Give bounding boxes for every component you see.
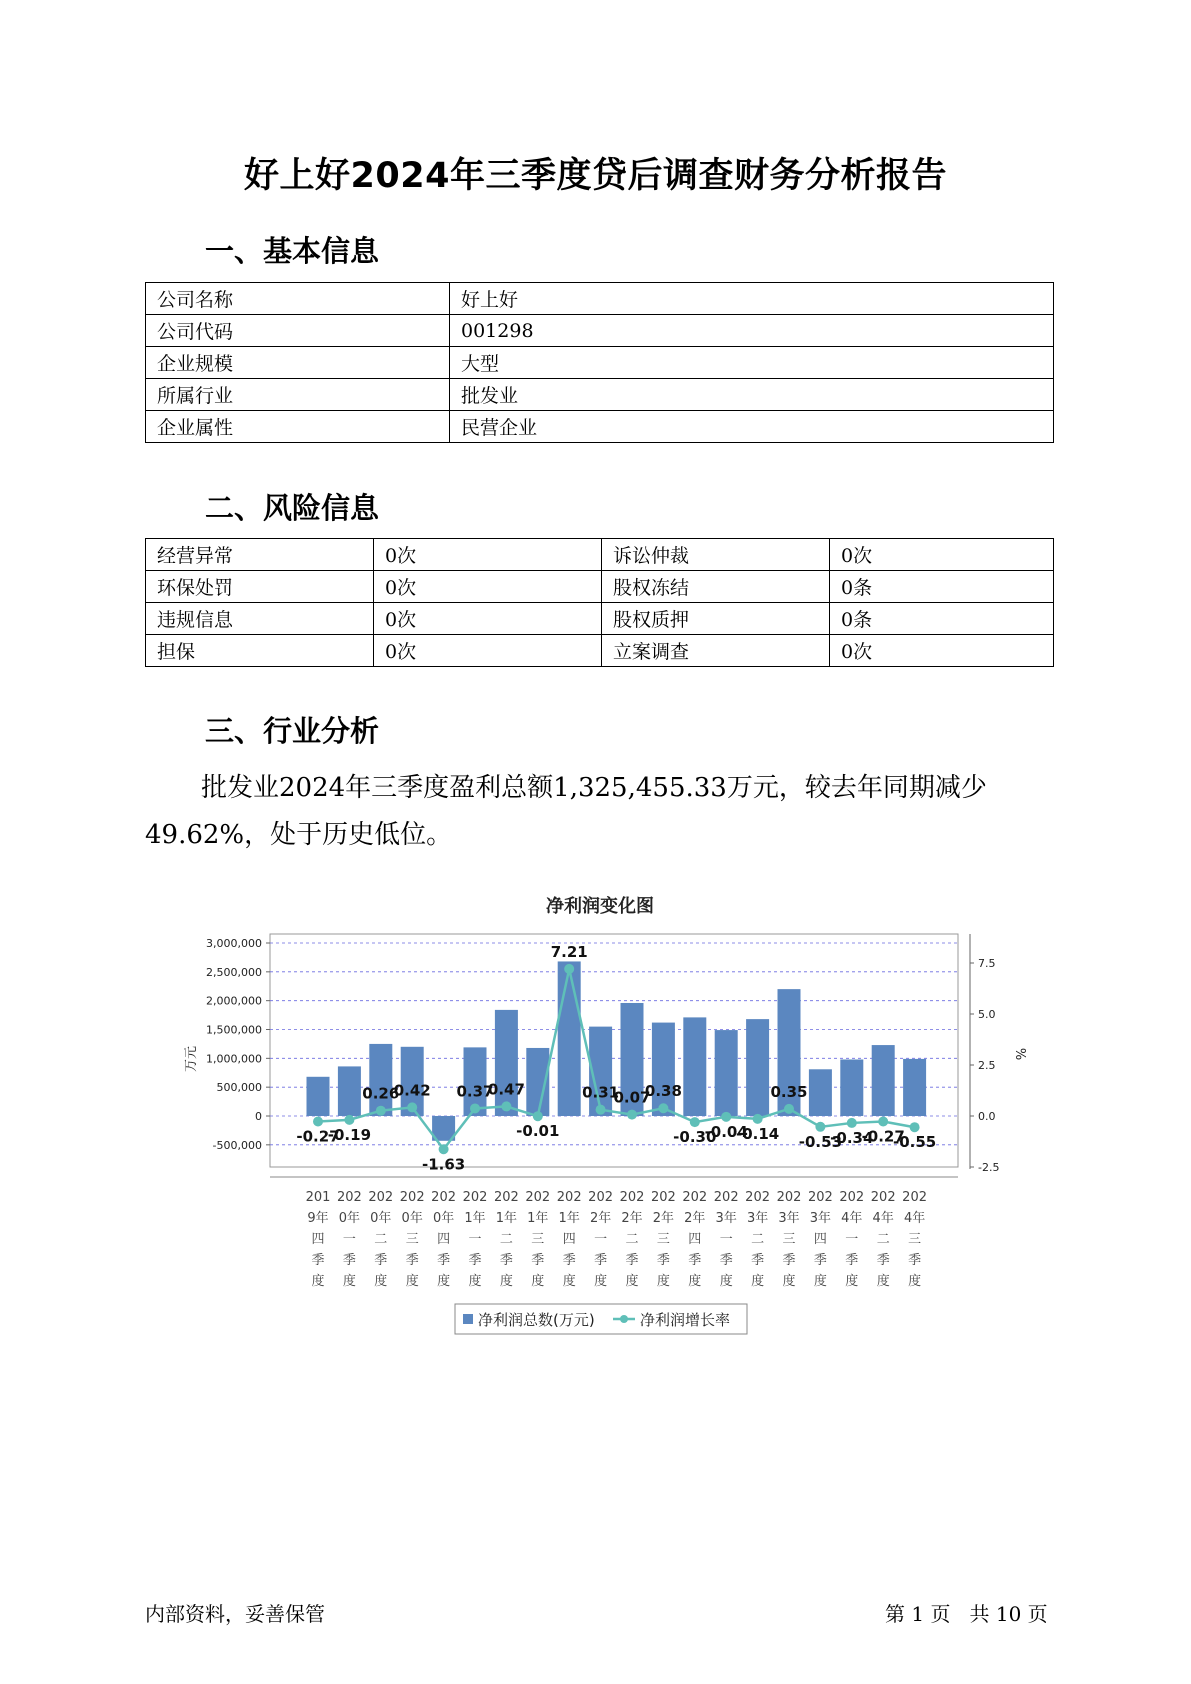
x-tick-label: 2年 [684, 1211, 706, 1226]
x-tick-label: 一 [594, 1232, 608, 1247]
x-tick-label: 度 [499, 1274, 513, 1289]
y-tick-label-right: 7.5 [978, 957, 996, 970]
y-tick-label-left: 2,000,000 [206, 994, 262, 1008]
x-tick-label: 202 [682, 1190, 708, 1205]
x-tick-label: 三 [405, 1232, 419, 1247]
x-tick-label: 二 [374, 1232, 388, 1247]
risk-info-label: 担保 [146, 635, 374, 667]
report-title: 好上好2024年三季度贷后调查财务分析报告 [244, 156, 947, 196]
legend-swatch-marker [620, 1315, 628, 1323]
basic-info-label: 所属行业 [146, 379, 450, 411]
x-tick-label: 202 [839, 1190, 865, 1205]
y-tick-label-left: 2,500,000 [206, 965, 262, 979]
growth-rate-data-label: -1.63 [421, 1155, 466, 1174]
x-tick-label: 3年 [809, 1211, 832, 1226]
x-tick-label: 季 [876, 1253, 890, 1268]
x-tick-label: 季 [845, 1253, 859, 1268]
x-tick-label: 度 [876, 1274, 890, 1289]
growth-rate-data-label: 0.31 [582, 1083, 620, 1102]
x-tick-label: 202 [462, 1190, 488, 1205]
x-tick-label: 季 [437, 1253, 451, 1268]
bar [809, 1069, 832, 1116]
x-tick-label: 度 [719, 1274, 733, 1289]
legend-label-line: 净利润增长率 [640, 1311, 731, 1329]
growth-rate-point [721, 1112, 731, 1122]
risk-info-label: 立案调查 [602, 635, 830, 667]
x-tick-label: 度 [813, 1274, 827, 1289]
growth-rate-point [501, 1101, 511, 1111]
x-tick-label: 度 [594, 1274, 608, 1289]
x-tick-label: 季 [719, 1253, 733, 1268]
section-heading-basic-info: 一、基本信息 [205, 234, 380, 268]
y-tick-label-left: 1,000,000 [206, 1052, 262, 1066]
x-tick-label: 二 [499, 1232, 513, 1247]
risk-info-row [146, 571, 1054, 603]
x-tick-label: 0年 [338, 1211, 361, 1226]
x-tick-label: 三 [782, 1232, 796, 1247]
x-tick-label: 4年 [872, 1211, 894, 1226]
x-tick-label: 202 [556, 1190, 582, 1205]
x-tick-label: 度 [656, 1274, 670, 1289]
y-tick-label-right: -2.5 [978, 1161, 1000, 1174]
basic-info-row [146, 315, 1054, 347]
x-tick-label: 四 [437, 1232, 451, 1247]
x-tick-label: 季 [751, 1253, 765, 1268]
x-tick-label: 1年 [495, 1211, 518, 1226]
basic-info-label: 企业规模 [146, 347, 450, 379]
x-tick-label: 一 [845, 1232, 859, 1247]
risk-info-row [146, 603, 1054, 635]
basic-info-value: 001298 [450, 315, 1054, 347]
y-tick-label-left: -500,000 [212, 1138, 262, 1152]
risk-info-row [146, 635, 1054, 667]
x-tick-label: 季 [594, 1253, 608, 1268]
x-tick-label: 一 [719, 1232, 733, 1247]
x-tick-label: 202 [336, 1190, 362, 1205]
basic-info-label: 企业属性 [146, 411, 450, 443]
x-tick-label: 季 [782, 1253, 796, 1268]
risk-info-value: 0条 [830, 603, 1054, 635]
x-tick-label: 202 [745, 1190, 771, 1205]
x-tick-label: 202 [902, 1190, 928, 1205]
growth-rate-point [815, 1122, 825, 1132]
x-tick-label: 二 [625, 1232, 639, 1247]
x-tick-label: 二 [876, 1232, 890, 1247]
growth-rate-data-label: -0.01 [516, 1122, 560, 1141]
risk-info-label: 股权质押 [602, 603, 830, 635]
basic-info-row [146, 347, 1054, 379]
growth-rate-point [753, 1114, 763, 1124]
risk-info-table [145, 538, 1054, 667]
x-tick-label: 度 [845, 1274, 859, 1289]
growth-rate-data-label: -0.55 [892, 1133, 937, 1152]
x-tick-label: 度 [625, 1274, 639, 1289]
bar [903, 1059, 926, 1116]
growth-rate-point [627, 1110, 637, 1120]
growth-rate-point [344, 1115, 354, 1125]
x-tick-label: 0年 [401, 1211, 423, 1226]
x-tick-label: 202 [493, 1190, 519, 1205]
industry-analysis-paragraph: 批发业2024年三季度盈利总额1,325,455.33万元，较去年同期减少49.62%，处于历史低位。 [145, 773, 987, 850]
y-tick-label-left: 3,000,000 [206, 937, 262, 950]
growth-rate-data-label: -0.19 [327, 1125, 372, 1144]
growth-rate-point [533, 1111, 543, 1121]
x-tick-label: 202 [650, 1190, 676, 1205]
x-tick-label: 度 [311, 1274, 325, 1289]
y-tick-label-left: 0 [255, 1110, 262, 1123]
x-tick-label: 度 [531, 1274, 545, 1289]
x-tick-label: 1年 [464, 1211, 486, 1226]
net-profit-chart [180, 884, 1027, 1344]
bar [338, 1066, 361, 1116]
x-tick-label: 202 [399, 1190, 425, 1205]
basic-info-row [146, 379, 1054, 411]
growth-rate-point [596, 1105, 606, 1115]
x-tick-label: 季 [688, 1253, 702, 1268]
x-tick-label: 0年 [432, 1211, 455, 1226]
risk-info-value: 0次 [374, 571, 602, 603]
bar [872, 1045, 895, 1116]
y-tick-label-right: 5.0 [978, 1008, 996, 1021]
growth-rate-point [910, 1122, 920, 1132]
x-tick-label: 度 [405, 1274, 419, 1289]
risk-info-value: 0次 [374, 635, 602, 667]
risk-info-label: 股权冻结 [602, 571, 830, 603]
x-tick-label: 季 [813, 1253, 827, 1268]
x-tick-label: 季 [531, 1253, 545, 1268]
x-tick-label: 1年 [558, 1211, 580, 1226]
growth-rate-point [376, 1106, 386, 1116]
x-tick-label: 2年 [652, 1211, 675, 1226]
bar [746, 1019, 769, 1116]
x-tick-label: 度 [437, 1274, 451, 1289]
x-tick-label: 202 [870, 1190, 896, 1205]
x-tick-label: 4年 [903, 1211, 926, 1226]
basic-info-row [146, 283, 1054, 315]
x-tick-label: 三 [531, 1232, 545, 1247]
growth-rate-data-label: 0.07 [613, 1088, 651, 1107]
x-tick-label: 202 [431, 1190, 457, 1205]
growth-rate-data-label: 0.26 [362, 1084, 400, 1103]
x-tick-label: 3年 [746, 1211, 769, 1226]
growth-rate-data-label: 0.42 [393, 1081, 431, 1100]
growth-rate-data-label: 0.35 [770, 1082, 808, 1101]
y-axis-label-left: 万元 [184, 1045, 199, 1073]
chart-title: 净利润变化图 [546, 896, 654, 917]
growth-rate-point [407, 1102, 417, 1112]
x-tick-label: 二 [751, 1232, 765, 1247]
x-tick-label: 一 [342, 1232, 356, 1247]
growth-rate-data-label: 7.21 [550, 942, 588, 961]
risk-info-value: 0次 [830, 635, 1054, 667]
basic-info-value: 批发业 [450, 379, 1054, 411]
y-tick-label-left: 500,000 [216, 1081, 262, 1095]
x-tick-label: 季 [625, 1253, 639, 1268]
basic-info-table [145, 282, 1054, 443]
x-tick-label: 202 [807, 1190, 833, 1205]
bar [715, 1030, 738, 1116]
x-tick-label: 季 [908, 1253, 922, 1268]
x-tick-label: 202 [619, 1190, 645, 1205]
x-tick-label: 1年 [527, 1211, 549, 1226]
y-tick-label-left: 1,500,000 [206, 1023, 262, 1037]
growth-rate-point [470, 1103, 480, 1113]
growth-rate-data-label: -0.27 [296, 1127, 340, 1146]
growth-rate-data-label: 0.47 [487, 1080, 525, 1099]
risk-info-label: 环保处罚 [146, 571, 374, 603]
bar [558, 961, 581, 1116]
legend-swatch-bar [463, 1314, 473, 1324]
x-tick-label: 四 [311, 1232, 325, 1247]
x-tick-label: 季 [656, 1253, 670, 1268]
x-tick-label: 4年 [841, 1211, 863, 1226]
legend-label-bar: 净利润总数(万元) [478, 1311, 595, 1329]
x-tick-label: 度 [562, 1274, 576, 1289]
x-tick-label: 2年 [621, 1211, 643, 1226]
growth-rate-data-label: -0.14 [735, 1124, 780, 1143]
basic-info-row [146, 411, 1054, 443]
growth-rate-data-label: -0.30 [673, 1128, 717, 1147]
x-tick-label: 2年 [589, 1211, 612, 1226]
growth-rate-data-label: -0.34 [830, 1128, 874, 1147]
x-tick-label: 度 [374, 1274, 388, 1289]
growth-rate-point [784, 1104, 794, 1114]
bar [369, 1044, 392, 1116]
x-tick-label: 三 [656, 1232, 670, 1247]
x-tick-label: 度 [751, 1274, 765, 1289]
bar [307, 1077, 330, 1116]
x-tick-label: 201 [305, 1190, 331, 1205]
x-tick-label: 四 [562, 1232, 576, 1247]
x-tick-label: 3年 [715, 1211, 737, 1226]
growth-rate-point [658, 1103, 668, 1113]
x-tick-label: 9年 [307, 1211, 329, 1226]
x-tick-label: 季 [374, 1253, 388, 1268]
x-tick-label: 0年 [370, 1211, 392, 1226]
growth-rate-point [439, 1144, 449, 1154]
growth-rate-data-label: 0.37 [456, 1082, 494, 1101]
x-tick-label: 202 [713, 1190, 739, 1205]
x-tick-label: 202 [776, 1190, 802, 1205]
risk-info-label: 诉讼仲裁 [602, 539, 830, 571]
x-tick-label: 季 [311, 1253, 325, 1268]
basic-info-label: 公司代码 [146, 315, 450, 347]
x-tick-label: 季 [562, 1253, 576, 1268]
x-tick-label: 度 [342, 1274, 356, 1289]
growth-rate-data-label: -0.27 [861, 1127, 905, 1146]
x-tick-label: 202 [368, 1190, 394, 1205]
growth-rate-data-label: -0.53 [798, 1132, 843, 1151]
bar [683, 1017, 706, 1116]
risk-info-value: 0次 [374, 603, 602, 635]
risk-info-row [146, 539, 1054, 571]
x-tick-label: 度 [908, 1274, 922, 1289]
x-tick-label: 季 [468, 1253, 482, 1268]
growth-rate-point [564, 964, 574, 974]
risk-info-value: 0条 [830, 571, 1054, 603]
basic-info-label: 公司名称 [146, 283, 450, 315]
footer-page-number: 第 1 页 共 10 页 [885, 1602, 1048, 1626]
basic-info-value: 大型 [450, 347, 1054, 379]
x-tick-label: 202 [588, 1190, 614, 1205]
growth-rate-point [690, 1117, 700, 1127]
basic-info-value: 好上好 [450, 283, 1054, 315]
y-axis-label-right: % [1012, 1047, 1027, 1061]
x-tick-label: 四 [688, 1232, 702, 1247]
section-heading-industry-analysis: 三、行业分析 [205, 714, 380, 748]
growth-rate-point [313, 1117, 323, 1127]
x-tick-label: 度 [688, 1274, 702, 1289]
growth-rate-point [847, 1118, 857, 1128]
section-heading-risk-info: 二、风险信息 [205, 491, 380, 525]
risk-info-value: 0次 [830, 539, 1054, 571]
x-tick-label: 四 [813, 1232, 827, 1247]
y-tick-label-right: 0.0 [978, 1110, 996, 1123]
x-tick-label: 一 [468, 1232, 482, 1247]
bar [840, 1059, 863, 1116]
x-tick-label: 3年 [778, 1211, 800, 1226]
bar [652, 1023, 675, 1116]
footer-confidential-note: 内部资料，妥善保管 [145, 1602, 325, 1626]
x-tick-label: 季 [342, 1253, 356, 1268]
y-tick-label-right: 2.5 [978, 1059, 996, 1072]
risk-info-value: 0次 [374, 539, 602, 571]
basic-info-value: 民营企业 [450, 411, 1054, 443]
bar [495, 1010, 518, 1116]
x-tick-label: 度 [782, 1274, 796, 1289]
risk-info-label: 经营异常 [146, 539, 374, 571]
x-tick-label: 季 [499, 1253, 513, 1268]
x-tick-label: 三 [908, 1232, 922, 1247]
risk-info-label: 违规信息 [146, 603, 374, 635]
x-tick-label: 度 [468, 1274, 482, 1289]
x-tick-label: 季 [405, 1253, 419, 1268]
growth-rate-data-label: 0.38 [644, 1082, 682, 1101]
x-tick-label: 202 [525, 1190, 551, 1205]
growth-rate-point [878, 1117, 888, 1127]
growth-rate-data-label: -0.04 [704, 1122, 748, 1141]
